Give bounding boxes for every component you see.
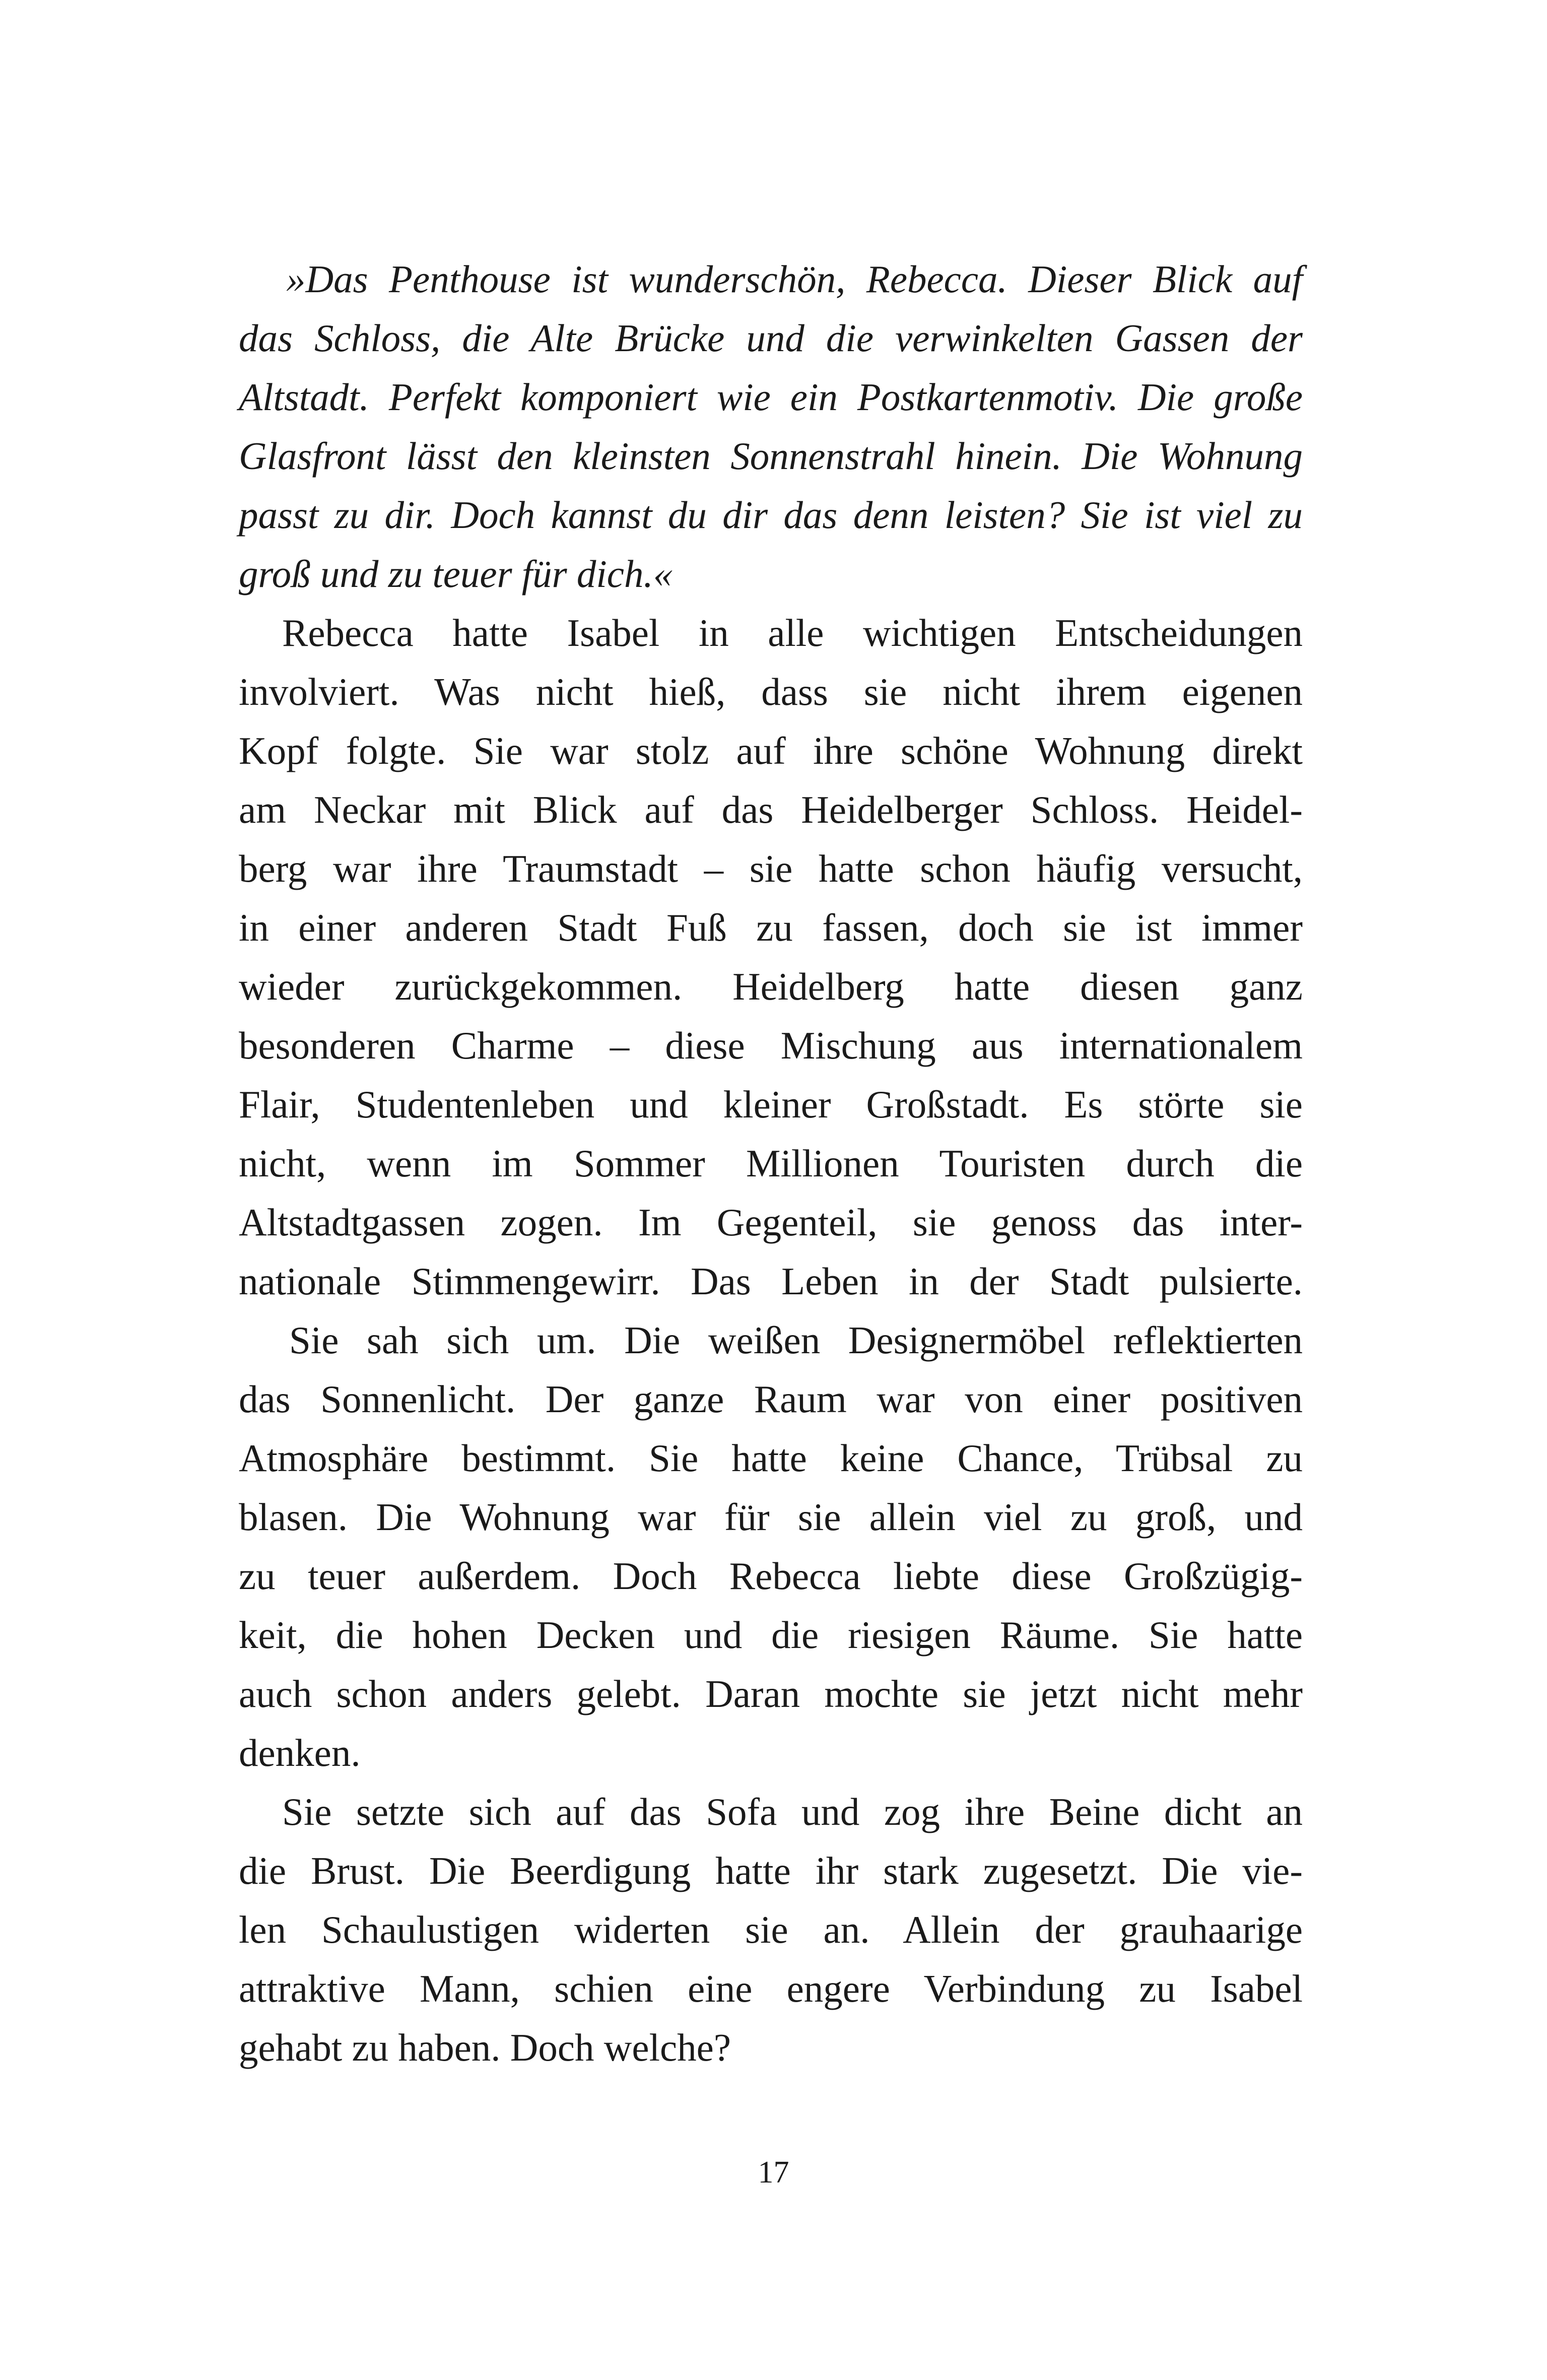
text-line: wieder zurückgekommen. Heidelberg hatte diesen ganz <box>239 965 1303 1008</box>
text-line: blasen. Die Wohnung war für sie allein viel zu groß, und <box>239 1495 1303 1539</box>
text-line: Rebecca hatte Isabel in alle wichtigen Entscheidungen <box>282 611 1303 654</box>
text-line: am Neckar mit Blick auf das Heidelberger Schloss. Heidel- <box>239 788 1303 831</box>
text-line: len Schaulustigen widerten sie an. Allein der grauhaarige <box>239 1908 1303 1951</box>
text-line: das Sonnenlicht. Der ganze Raum war von einer positiven <box>239 1377 1303 1421</box>
text-line: Altstadtgassen zogen. Im Gegenteil, sie genoss das inter- <box>239 1201 1303 1244</box>
text-line: nationale Stimmengewirr. Das Leben in der Stadt pulsierte. <box>239 1260 1303 1303</box>
page-number: 17 <box>758 2155 789 2190</box>
text-line: gehabt zu haben. Doch welche? <box>239 2026 731 2069</box>
text-line: zu teuer außerdem. Doch Rebecca liebte diese Großzügig- <box>239 1554 1303 1598</box>
text-line: auch schon anders gelebt. Daran mochte sie jetzt nicht mehr <box>239 1672 1303 1715</box>
text-line: Atmosphäre bestimmt. Sie hatte keine Chance, Trübsal zu <box>239 1436 1303 1480</box>
text-line: berg war ihre Traumstadt – sie hatte schon häufig versucht, <box>239 847 1303 890</box>
text-line: involviert. Was nicht hieß, dass sie nicht ihrem eigenen <box>239 670 1303 713</box>
quote-line: passt zu dir. Doch kannst du dir das denn leisten? Sie ist viel zu <box>239 493 1303 537</box>
text-line: Sie setzte sich auf das Sofa und zog ihre Beine dicht an <box>282 1790 1303 1833</box>
text-line: keit, die hohen Decken und die riesigen Räume. Sie hatte <box>239 1613 1303 1657</box>
text-line: Flair, Studentenleben und kleiner Großstadt. Es störte sie <box>239 1083 1303 1126</box>
text-line: Sie sah sich um. Die weißen Designermöbel reflektierten <box>289 1318 1303 1362</box>
quote-line: Glasfront lässt den kleinsten Sonnenstrahl hinein. Die Wohnung <box>239 434 1303 478</box>
text-line: denken. <box>239 1731 361 1774</box>
text-line: in einer anderen Stadt Fuß zu fassen, doch sie ist immer <box>239 906 1303 949</box>
quote-line: das Schloss, die Alte Brücke und die verwinkelten Gassen der <box>239 316 1303 360</box>
quote-line: »Das Penthouse ist wunderschön, Rebecca. Dieser Blick auf <box>286 257 1303 301</box>
text-line: nicht, wenn im Sommer Millionen Touristen durch die <box>239 1142 1303 1185</box>
text-line: attraktive Mann, schien eine engere Verbindung zu Isabel <box>239 1967 1303 2010</box>
text-line: Kopf folgte. Sie war stolz auf ihre schöne Wohnung direkt <box>239 729 1303 772</box>
text-line: besonderen Charme – diese Mischung aus internationalem <box>239 1024 1303 1067</box>
text-line: die Brust. Die Beerdigung hatte ihr stark zugesetzt. Die vie- <box>239 1849 1303 1892</box>
quote-line: Altstadt. Perfekt komponiert wie ein Postkartenmotiv. Die große <box>239 375 1303 419</box>
body-text <box>239 250 1303 2077</box>
quote-line: groß und zu teuer für dich.« <box>239 552 673 596</box>
